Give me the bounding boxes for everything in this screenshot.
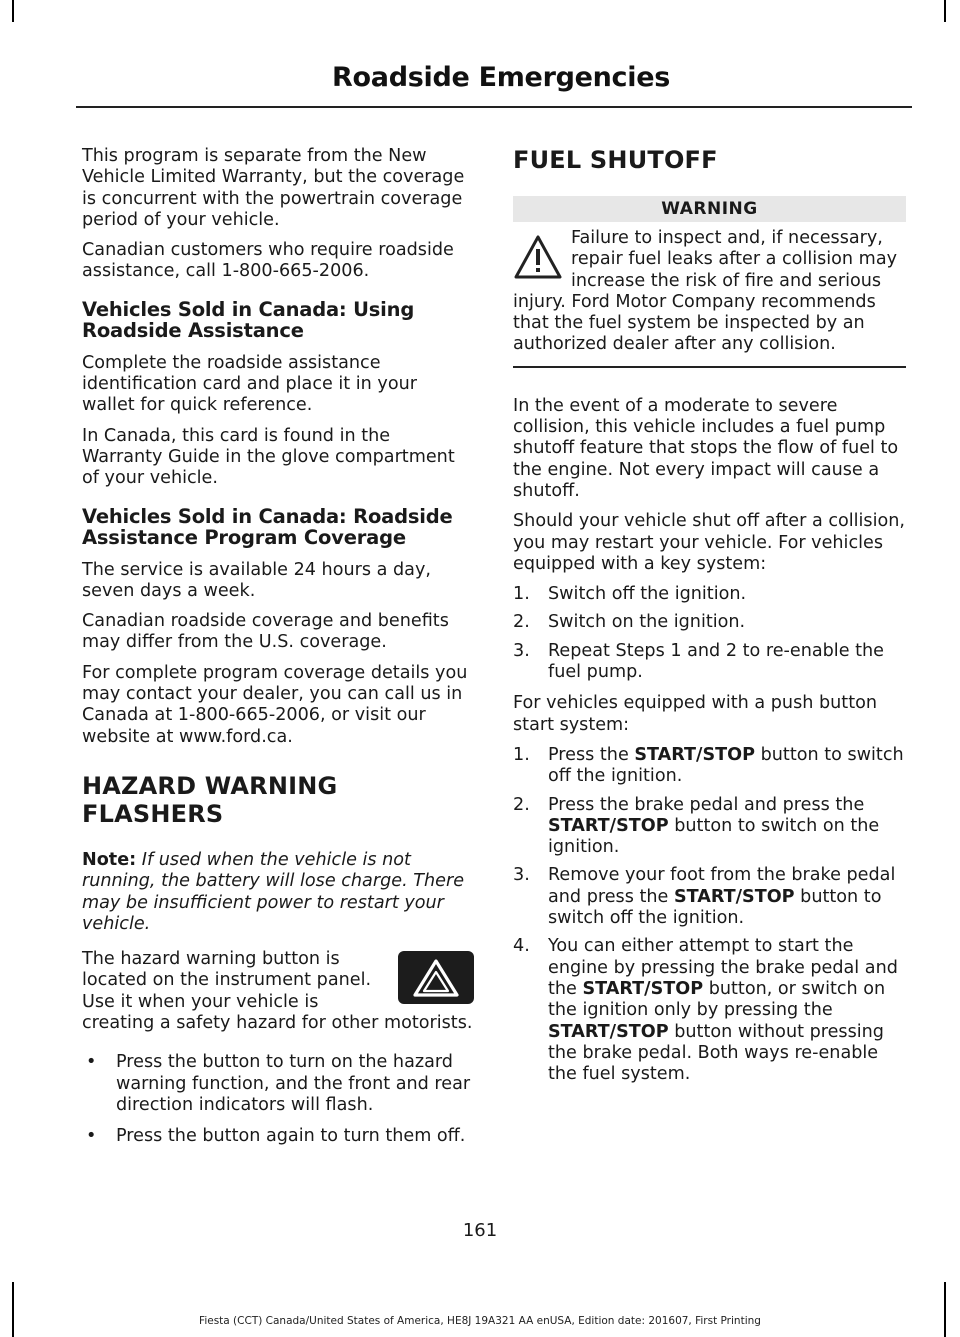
warning-triangle-icon (513, 232, 563, 282)
button-name: START/STOP (582, 978, 704, 999)
page-title: Roadside Emergencies (332, 62, 670, 93)
warning-header: WARNING (513, 196, 906, 222)
crop-mark (944, 0, 946, 22)
paragraph: For complete program coverage details you may contact your dealer, you can call us in Canada at 1-800-665-2006, or visit our website at www.ford.ca. (82, 662, 468, 747)
list-item-text: Press the button again to turn them off. (116, 1126, 466, 1147)
section-heading: Vehicles Sold in Canada: Using Roadside Assistance (82, 297, 415, 342)
chapter-heading: HAZARD WARNING FLASHERS (82, 771, 338, 828)
step-text: Press the brake pedal and press the (548, 794, 865, 815)
list-item (82, 1126, 474, 1147)
left-column (82, 146, 474, 1158)
step-number: 2. (513, 794, 530, 815)
button-name: START/STOP (548, 815, 669, 836)
step-text: You can either attempt to start the engine by pressing the brake pedal and the (548, 936, 898, 999)
note (82, 850, 474, 935)
button-name: START/STOP (634, 744, 756, 765)
button-name: START/STOP (673, 886, 795, 907)
push-button-steps-list (513, 745, 906, 1085)
paragraph: This program is separate from the New Vehicle Limited Warranty, but the coverage is concurrent with the powertrain coverage period of your vehicle. (82, 146, 465, 230)
step-text: Press the (548, 744, 635, 765)
step-text: button to switch off the ignition. (548, 886, 882, 929)
warning-box (513, 228, 906, 368)
paragraph: Complete the roadside assistance identification card and place it in your wallet for quick reference. (82, 352, 417, 416)
paragraph: In the event of a moderate to severe collision, this vehicle includes a fuel pump shutoff feature that stops the flow of fuel to the engine. Not every impact will cause a shutoff. (513, 395, 899, 501)
list-item-text: Press the button to turn on the hazard warning function, and the front and rear direction indicators will flash. (116, 1052, 471, 1115)
step-number: 3. (513, 865, 530, 886)
right-column (513, 146, 906, 1095)
list-item (513, 641, 906, 684)
section-heading: Vehicles Sold in Canada: Roadside Assistance Program Coverage (82, 504, 453, 549)
footer: Fiesta (CCT) Canada/United States of America, HE8J 19A321 AA enUSA, Edition date: 201607, First Printing (199, 1315, 761, 1327)
list-item (513, 745, 906, 788)
paragraph: Canadian customers who require roadside assistance, call 1-800-665-2006. (82, 240, 454, 282)
note-text: If used when the vehicle is not running, the battery will lose charge. There may be insufficient power to restart your vehicle. (82, 849, 465, 934)
key-steps-list (513, 584, 906, 683)
list-item (513, 612, 906, 633)
step-number: 1. (513, 744, 530, 765)
chapter-heading: FUEL SHUTOFF (513, 146, 718, 174)
button-name: START/STOP (548, 1021, 669, 1042)
note-label: Note: (82, 849, 137, 870)
list-item (82, 1052, 474, 1116)
paragraph: The service is available 24 hours a day, seven days a week. (82, 559, 431, 601)
crop-mark (12, 1282, 14, 1337)
step-text: button, or switch on the ignition only by pressing the (548, 978, 886, 1021)
step-text: Switch on the ignition. (548, 612, 746, 633)
hazard-description (82, 949, 474, 1034)
header-divider (76, 106, 912, 108)
bullet-mark: • (86, 1052, 97, 1073)
hazard-triangle-icon (398, 951, 474, 1004)
bullet-list (82, 1052, 474, 1147)
paragraph: For vehicles equipped with a push button start system: (513, 693, 878, 735)
page-number: 161 (462, 1220, 498, 1241)
list-item (513, 936, 906, 1085)
crop-mark (944, 1282, 946, 1337)
paragraph: Should your vehicle shut off after a collision, you may restart your vehicle. For vehicles equipped with a key system: (513, 511, 905, 574)
step-text: Repeat Steps 1 and 2 to re-enable the fuel pump. (548, 640, 884, 683)
warning-text: Failure to inspect and, if necessary, repair fuel leaks after a collision may increase the risk of fire and serious injury. Ford Motor Company recommends that the fuel system be inspected by an authorized dealer after any collision. (513, 228, 898, 355)
step-text: Remove your foot from the brake pedal and press the (548, 865, 896, 907)
bullet-mark: • (86, 1126, 97, 1147)
step-text: button without pressing the brake pedal. Both ways re-enable the fuel system. (548, 1021, 884, 1085)
step-number: 2. (513, 612, 530, 633)
list-item (513, 795, 906, 859)
list-item (513, 865, 906, 929)
list-item (513, 584, 906, 605)
paragraph: The hazard warning button is located on the instrument panel. Use it when your vehicle is creating a safety hazard for other motorists. (82, 949, 473, 1034)
crop-mark (12, 0, 14, 22)
step-number: 4. (513, 936, 530, 957)
paragraph: Canadian roadside coverage and benefits may differ from the U.S. coverage. (82, 611, 449, 653)
step-number: 1. (513, 584, 530, 605)
step-text: button to switch off the ignition. (548, 744, 904, 787)
step-number: 3. (513, 640, 530, 661)
paragraph: In Canada, this card is found in the Warranty Guide in the glove compartment of your vehicle. (82, 425, 455, 489)
step-text: Switch off the ignition. (548, 584, 747, 605)
step-text: button to switch on the ignition. (548, 815, 880, 858)
